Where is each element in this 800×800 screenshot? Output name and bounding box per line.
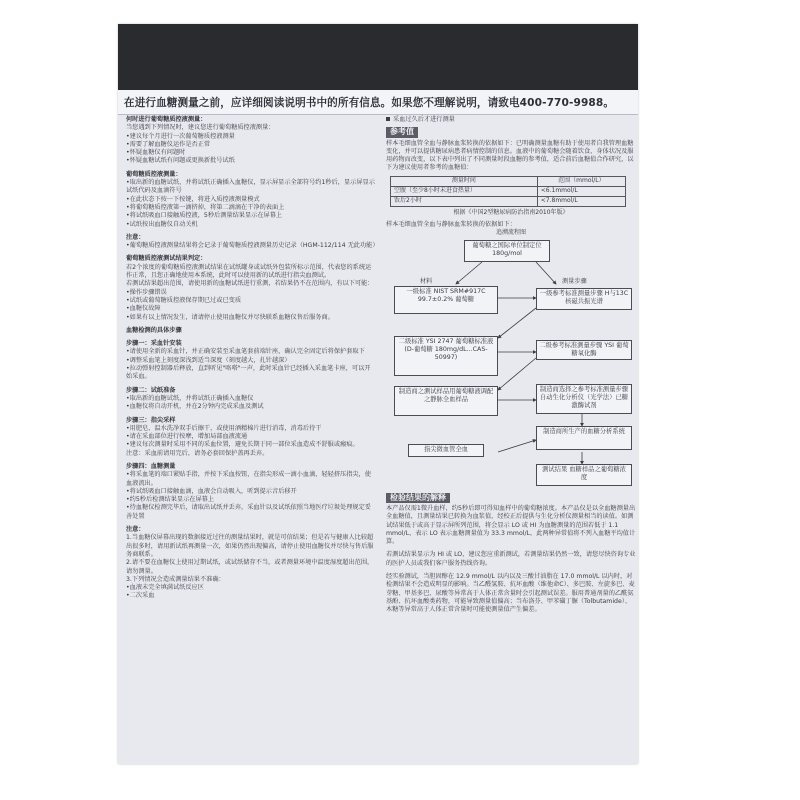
text-line: •血糖仪故障 <box>126 305 161 313</box>
text-line: •拉动弹射控制器后释放，直到听见"咯嗒"一声，此时采血针已经插入采血笔卡座，可以开始采血。 <box>126 365 371 381</box>
flow-box-manufacturer-sample: 制造商之测试样品用葡萄糖液调配之静脉全血样品 <box>394 386 498 416</box>
materials-label: 材料 <box>420 277 433 285</box>
text-line: •请在采血部位进行按摩，增加局部血液流通 <box>126 433 248 441</box>
warning-text: 在进行血糖测量之前，应详细阅读说明书中的所有信息。如果您不理解说明，请致电400-770-9988。 <box>124 97 615 109</box>
text-line: •调整采血笔上刻度深浅到适当深度（刻度越大，扎针越深） <box>126 356 291 364</box>
text-line: 若测试结果超出范围，请使用新的血糖试纸进行重测，若结果仍不在范围内，有以下可能： <box>126 280 374 288</box>
section-heading: 注意： <box>126 233 145 241</box>
text-line: •将葡萄糖质控液第一滴挤掉，将第二滴滴在干净的表面上 <box>126 203 285 211</box>
flow-box-step2: 二级参考标准测量步骤 YSI 葡萄糖氧化酶 <box>536 340 632 360</box>
interpretation-paragraph: 本产品仅需1微升血样，约5秒后即可得知血样中的葡萄糖浓度。本产品仅是以全血糖测量出全血糖值，且测量结果已转换为血浆值，经校正后提供与生化分析仪测量相当的读值。如测试结果低于或高于显示屏所列范围，将会显示 LO 或 HI 为血糖测量的范围若低于 1.1 mmol/L，表示 LO 表示血糖测量值为 33.3 mmol/L，此两种异常值将不列入血糖平均值计算。 <box>386 504 636 546</box>
section-heading: 注意： <box>126 526 145 534</box>
top-line: 采血过久后才进行测量 <box>386 116 636 124</box>
flow-box-fingertip: 指尖微血管全血 <box>408 444 484 457</box>
text-line: •待血糖仪检测完毕后，请取出试纸并丢弃，采血针以及试纸依照当地医疗垃圾处理规定妥善处置 <box>126 504 371 520</box>
text-line: 当您遇到下列情况时，建议您进行葡萄糖质控液测量： <box>126 124 275 132</box>
interpretation-section-title: 检验结果的解释 <box>386 493 450 503</box>
reference-table <box>390 176 626 207</box>
flow-top-box: 葡萄糖之国际单位制定位 180g/mol <box>464 240 550 262</box>
table-cell: <6.1mmol/L <box>537 186 625 196</box>
table-caption: 根据《中国2型糖尿病防治指南2010年版》 <box>453 208 569 216</box>
section-heading: 血糖检测的具体步骤 <box>126 326 182 334</box>
flow-intro: 样本毛细血管全血与静脉血浆转换的依据如下： <box>386 221 516 229</box>
table-row <box>391 196 626 206</box>
section-heading: 何时进行葡萄糖质控液测量： <box>126 116 207 123</box>
section-heading: 步骤三：指尖采样 <box>126 416 176 424</box>
flow-title: 追溯流程图 <box>495 229 526 237</box>
text-line: •试纸或葡萄糖质控液保存期已过或已变质 <box>126 296 242 304</box>
text-line: •葡萄糖质控液测量结果将会记录于葡萄糖质控液测量历史记录（HGM-112/114 无此功能） <box>126 242 379 250</box>
flow-box-manufacturer-step: 制造商选择之参考标准测量步骤 自动生化分析仪（光学法）已糖激酶试剂 <box>536 384 632 414</box>
text-line: •二次采血 <box>126 592 155 600</box>
text-line: •血液未完全填满试纸反应区 <box>126 584 204 592</box>
table-header-row <box>391 176 626 186</box>
text-line: •约5秒后检测结果显示在屏幕上 <box>126 496 215 504</box>
steps-label: 测量步骤 <box>562 277 587 285</box>
left-column <box>126 116 379 601</box>
section-heading: 步骤二：试纸准备 <box>126 386 176 394</box>
instruction-leaflet <box>118 24 638 764</box>
text-line: •需要了解血糖仪运作是否正常 <box>126 140 211 148</box>
flow-box-ysi: 二级标准 YSI 2747 葡萄糖标准液 (D-葡萄糖 180mg/dL...CAS-50997) <box>394 336 498 376</box>
reference-section-title: 参考值 <box>386 127 418 137</box>
text-line: •建议每次测量时采用不同的采血位置，避免长期于同一部位采血造成不舒服或瘢痕。 <box>126 441 359 449</box>
flow-box-step1: 一级参考标准测量步骤 H与13C核磁共振光谱 <box>536 288 632 310</box>
table-header-cell: 范围（mmol/L） <box>537 176 625 186</box>
bullet-icon <box>386 117 390 121</box>
table-row <box>391 186 626 196</box>
text-line: •请使用全新的采血针，并正确安装至采血笔套前端针座，确认完全固定后将保护套取下 <box>126 348 365 356</box>
text-line: •试纸按出血糖仪自动关机 <box>126 220 198 228</box>
traceability-flowchart <box>386 240 636 490</box>
text-line: 注意：采血前请用完后，请务必套回保护盖再丢弃。 <box>126 449 269 457</box>
text-line: •操作步骤错误 <box>126 288 167 296</box>
section-heading: 葡萄糖质控液测试结果判定： <box>126 255 207 263</box>
table-cell: 饭后2小时 <box>391 196 538 206</box>
section-heading: 葡萄糖质控液测量： <box>126 170 182 178</box>
flow-box-result: 测试结果 血糖样品之葡萄糖浓度 <box>536 464 632 486</box>
text-line: •将采血笔的端口紧贴手指，并按下采血按钮，在指尖形成一滴小血滴，轻轻挤压指尖，使血液流出。 <box>126 471 371 487</box>
interpretation-paragraph: 若测试结果显示为 HI 或 LO，建议您应重新测试，若测量结果仍然一致，请您尽快咨询专业的医护人员或我们客户服务热线咨询。 <box>386 551 636 567</box>
text-line: •取出新的血糖试纸，并将试纸正确插入血糖仪 <box>126 394 254 402</box>
table-cell: <7.8mmol/L <box>537 196 625 206</box>
text-line: •将试纸吸血口接触血滴，血液会自动吸入，听到提示音后移开 <box>126 487 297 495</box>
text-line: •将试纸吸血口接触质控液，5秒后测量结果显示在屏幕上 <box>126 212 283 220</box>
text-line: 2.请不要在血糖仪上使用过期试纸，或试纸储存不当，或者测量环境中温度湿度超出范围，请勿测量。 <box>126 559 374 575</box>
text-line: •怀疑血糖试纸有问题或更换新批号试纸 <box>126 157 235 165</box>
flow-box-manufacturer-system: 制造商所生产的血糖分析系统 <box>536 426 632 450</box>
text-line: •建议每个月进行一次葡萄糖质控液测量 <box>126 132 235 140</box>
text-line: •如果有以上情况发生，请请停止使用血糖仪并尽快联系血糖仪售后服务商。 <box>126 313 334 321</box>
text-line: 3.下列情况会造成测量结果不准确： <box>126 575 225 583</box>
text-line: •用肥皂、温水洗净双手后擦干，或使用酒精棉片进行消毒，消毒后待干 <box>126 424 322 432</box>
flow-box-nist: 一级标准 NIST SRM#917C 99.7±0.2% 葡萄糖 <box>394 286 498 314</box>
table-cell: 空腹（至少8小时未进食热量） <box>391 186 538 196</box>
text-line: 若2个浓度的葡萄糖质控液测试结果在试纸罐身或试纸外包装所标示范围，代表您的系统运作正常，且您正确地使用本系统，此时可以使用新的试纸进行指尖血测试。 <box>126 263 372 280</box>
warning-bar <box>118 90 638 115</box>
text-line: •血糖仪将自动开机，并在2分钟内完成采血及测试 <box>126 403 264 411</box>
text-line: •怀疑血糖仪有问题时 <box>126 149 186 157</box>
interpretation-paragraph: 经实验测试，当胆固醇在 12.9 mmol/L 以内以及三酸甘油脂在 17.0 mmol/L 以内时，对检测结果不会造成明显的影响。当乙醛氢胺、抗坏血酸（维他命C）、多巴胺、左旋多巴、麦芽糖、甲基多巴、尿酸等异常高于人体正常含量时会引起测试误差。服用普通剂量的乙酰氨基酚、抗坏血酸类药物，可能导致测量值偏高；当布洛芬、甲苯磺丁脲（Tolbutamide）、木糖等异常高于人体正常含量时可能使测量值产生偏差。 <box>386 573 635 614</box>
header-band <box>118 24 638 90</box>
reference-intro: 样本毛细血管全血与静脉血浆转换的依据如下：已明确测量血糖有助于使用者自我管理血糖变化，并可以提供糖尿病患者病情控制的信息。血液中的葡萄糖会随着饮食、身体状况及服用药物而改变，以下表中列出了不同测量时段血糖的参考值，适合前后血糖值合作研究，以下为建议使用者参考的血糖值： <box>386 139 634 172</box>
text-line: •取出新的血糖试纸，并将试纸正确插入血糖仪，显示屏显示全部符号约1秒后，显示屏显示试纸代码及血滴符号 <box>126 179 375 195</box>
section-heading: 步骤一：采血针安装 <box>126 340 182 348</box>
right-column <box>386 116 636 615</box>
text-line: •在此状态下按一下按键，将进入质控液测量模式 <box>126 195 260 203</box>
section-heading: 步骤四：血糖测量 <box>126 462 176 470</box>
table-header-cell: 测量时间 <box>391 176 538 186</box>
text-line: 1.当血糖仪屏幕出现的数据接近过往的测量结果时，就是可信结果；但是若与健康人比较超出很多时，请用新试纸再测量一次，如果仍然出现偏高，请停止使用血糖仪并尽快与售后服务商联系。 <box>126 534 374 558</box>
